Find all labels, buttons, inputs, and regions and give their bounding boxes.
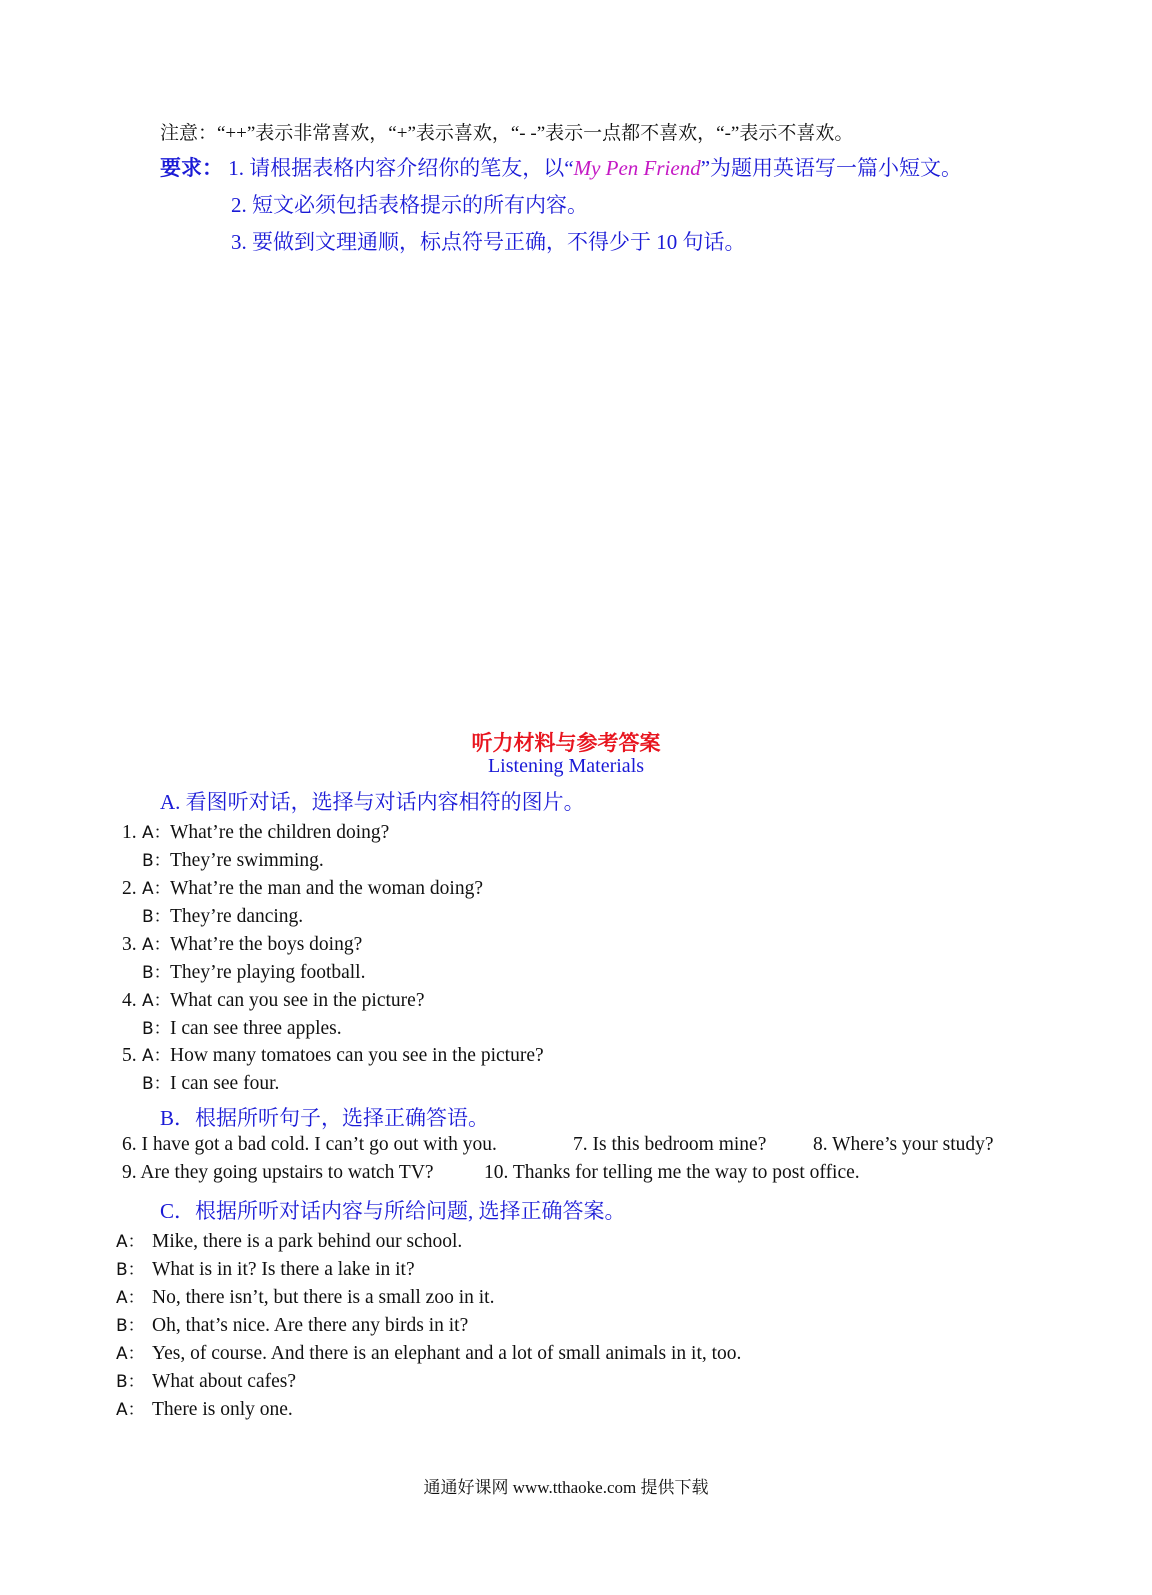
dialog-4-b: B：I can see three apples. <box>142 1018 342 1039</box>
requirement-1-prefix: 1. 请根据表格内容介绍你的笔友，以“ <box>228 156 574 180</box>
dialog-2-a: 2. A：What’re the man and the woman doing? <box>122 878 483 899</box>
essay-title: My Pen Friend <box>573 156 701 180</box>
dialog-2-b: B：They’re dancing. <box>142 906 304 927</box>
dialog-3-a: 3. A：What’re the boys doing? <box>122 934 363 955</box>
requirement-2: 2. 短文必须包括表格提示的所有内容。 <box>231 193 588 217</box>
answers-title-en: Listening Materials <box>487 755 645 777</box>
sentence-6: 6. I have got a bad cold. I can’t go out with you. <box>122 1134 497 1155</box>
answers-title-cn: 听力材料与参考答案 <box>471 731 661 755</box>
sentence-10: 10. Thanks for telling me the way to post office. <box>484 1162 860 1183</box>
requirement-1 <box>160 152 962 182</box>
dialog-c-line-1: A： Mike, there is a park behind our school. <box>116 1231 463 1252</box>
dialog-c-line-3: A： No, there isn’t, but there is a small zoo in it. <box>116 1287 495 1308</box>
dialog-c-line-4: B： Oh, that’s nice. Are there any birds in it? <box>116 1315 469 1336</box>
dialog-3-b: B：They’re playing football. <box>142 962 366 983</box>
sentence-8: 8. Where’s your study? <box>813 1134 994 1155</box>
section-b-heading: B．根据所听句子，选择正确答语。 <box>160 1106 490 1130</box>
dialog-1-a: 1. A：What’re the children doing? <box>122 822 390 843</box>
dialog-c-line-5: A： Yes, of course. And there is an elephant and a lot of small animals in it, too. <box>116 1343 742 1364</box>
dialog-c-line-2: B： What is in it? Is there a lake in it? <box>116 1259 415 1280</box>
note-text: 注意：“++”表示非常喜欢，“+”表示喜欢，“- -”表示一点都不喜欢，“-”表示不喜欢。 <box>160 123 854 144</box>
dialog-1-b: B：They’re swimming. <box>142 850 324 871</box>
sentence-9: 9. Are they going upstairs to watch TV? <box>122 1162 434 1183</box>
requirement-3: 3. 要做到文理通顺，标点符号正确，不得少于 10 句话。 <box>231 230 746 254</box>
dialog-c-line-6: B： What about cafes? <box>116 1371 297 1392</box>
requirement-1-suffix: ”为题用英语写一篇小短文。 <box>700 156 963 180</box>
sentence-7: 7. Is this bedroom mine? <box>573 1134 767 1155</box>
dialog-5-b: B：I can see four. <box>142 1073 280 1094</box>
dialog-c-line-7: A： There is only one. <box>116 1399 293 1420</box>
requirements-label: 要求： <box>160 156 223 180</box>
dialog-4-a: 4. A：What can you see in the picture? <box>122 990 425 1011</box>
section-a-heading: A. 看图听对话，选择与对话内容相符的图片。 <box>160 790 585 814</box>
footer-text: 通通好课网 www.tthaoke.com 提供下载 <box>423 1478 709 1497</box>
section-c-heading: C．根据所听对话内容与所给问题, 选择正确答案。 <box>160 1199 626 1223</box>
dialog-5-a: 5. A：How many tomatoes can you see in the picture? <box>122 1045 544 1066</box>
